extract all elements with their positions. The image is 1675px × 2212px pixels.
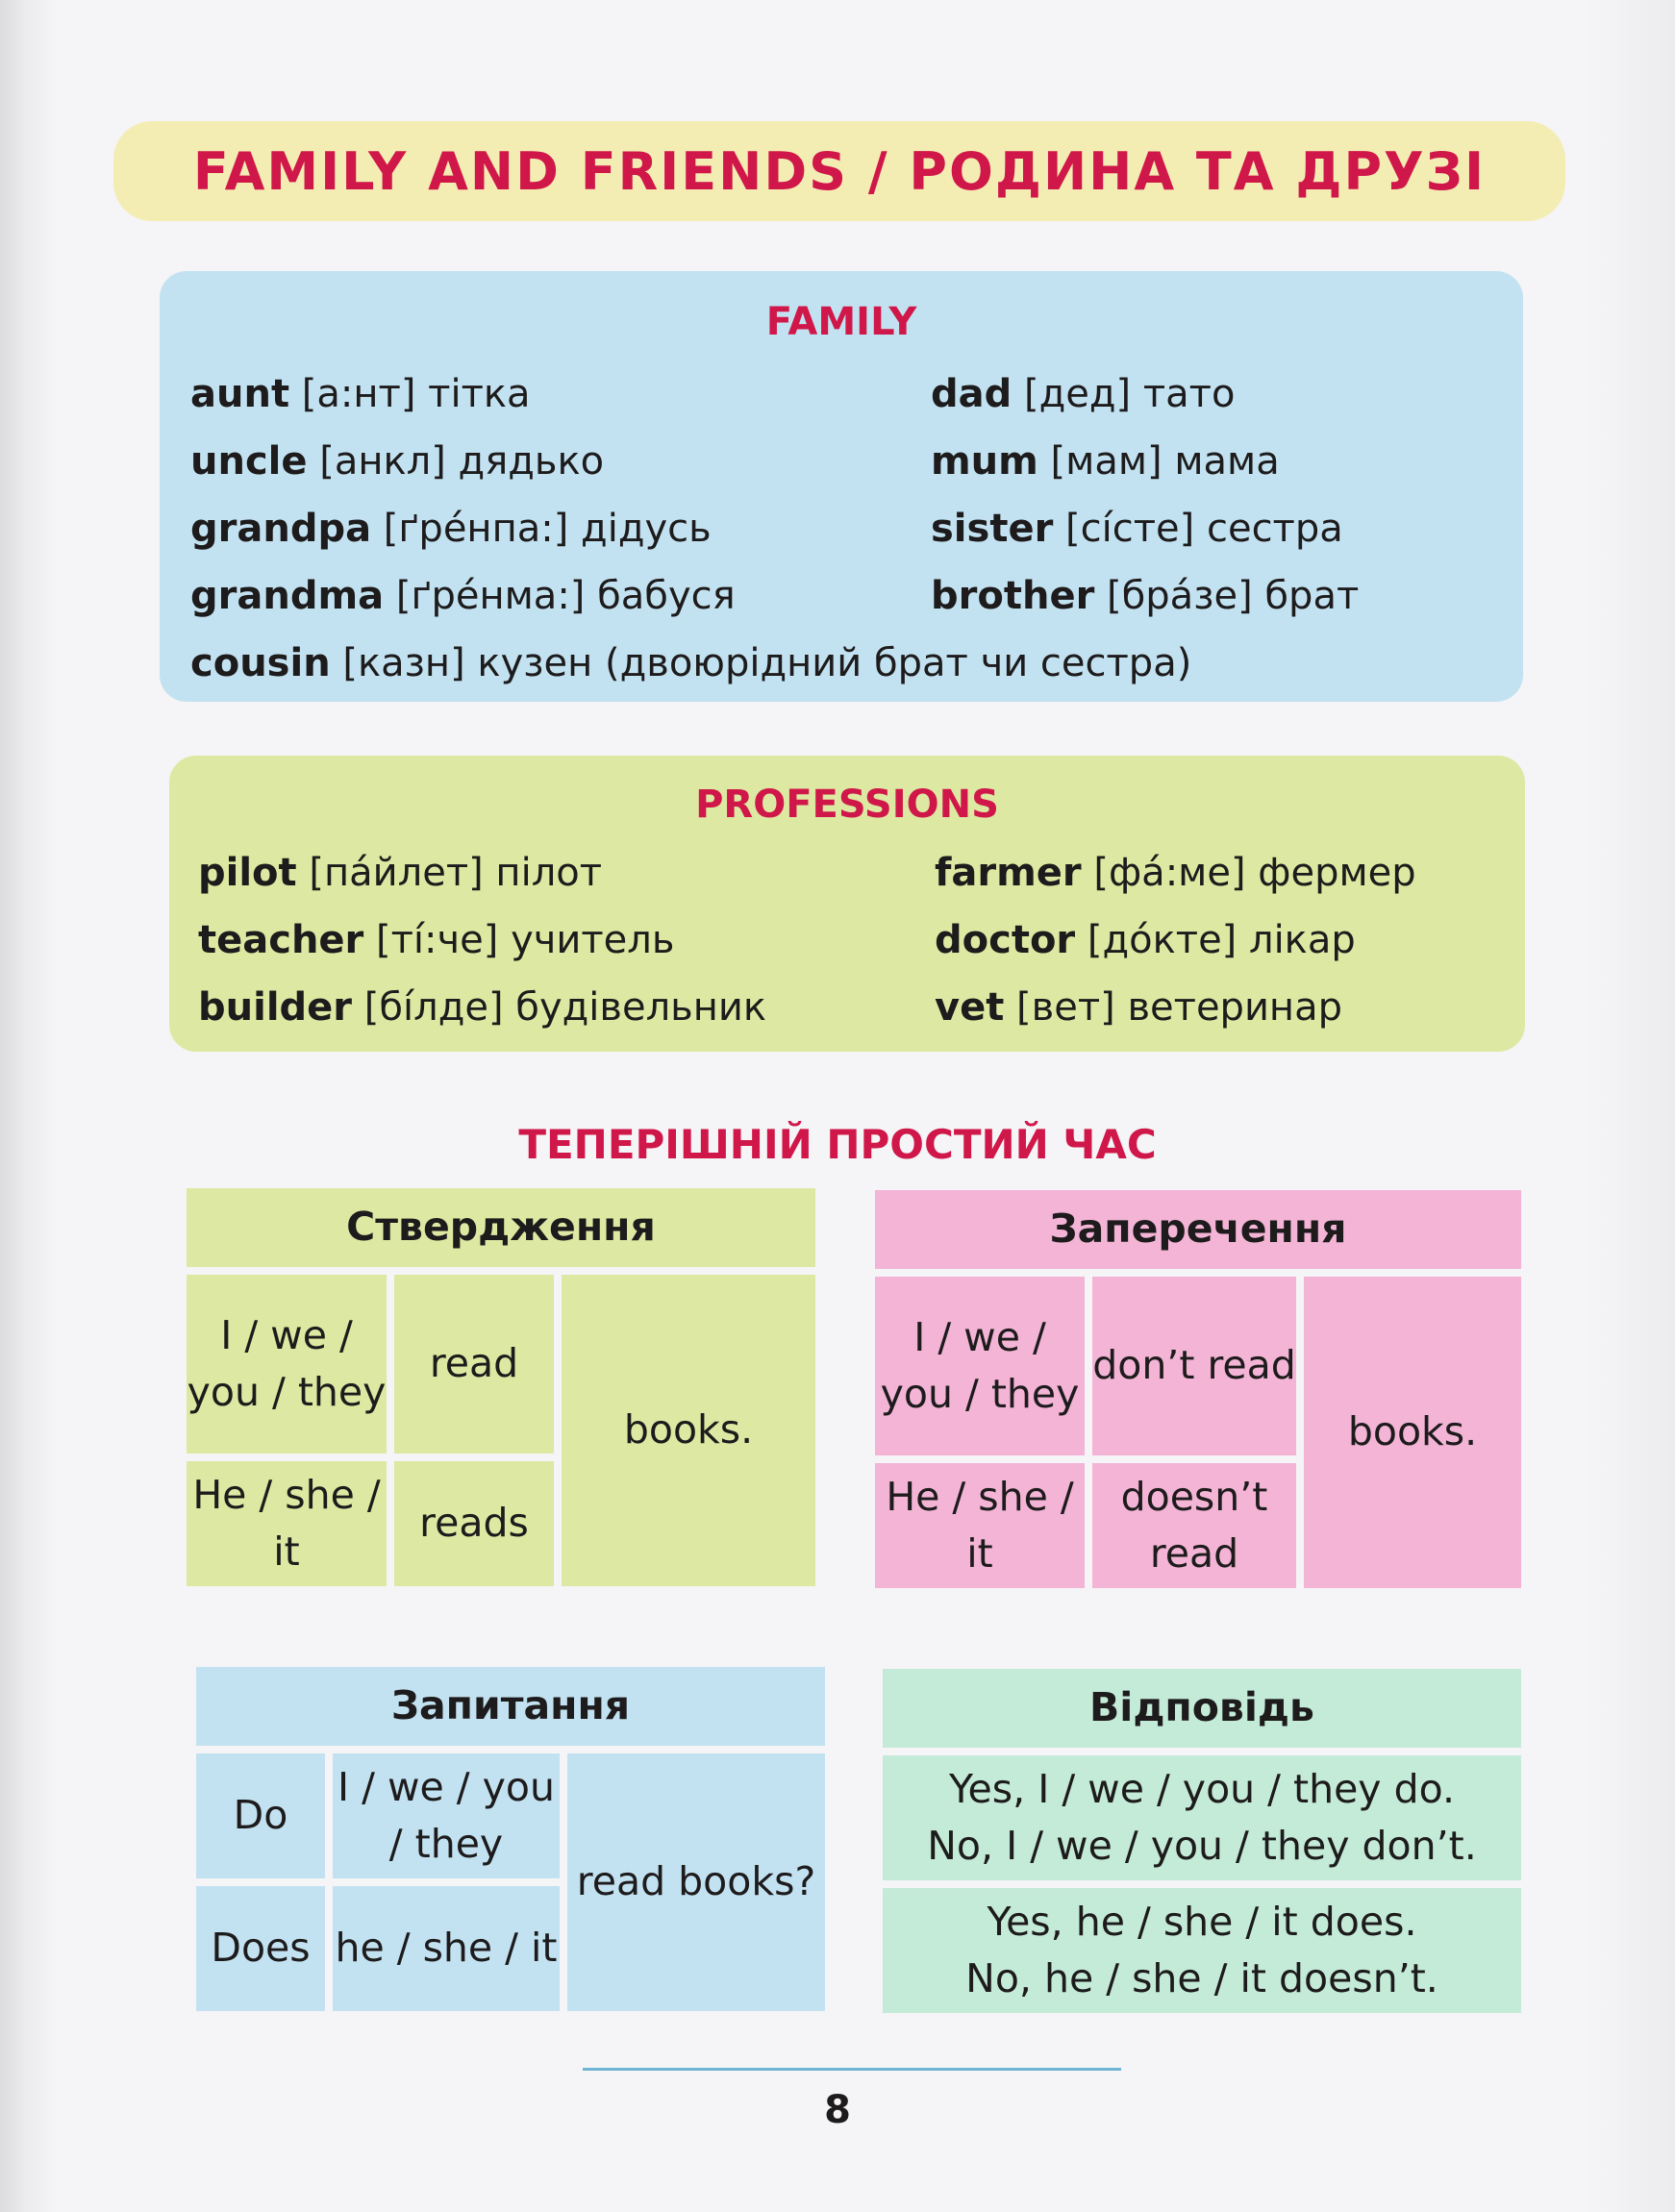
vocab-word: mum: [931, 439, 1038, 484]
question-table: [188, 1659, 833, 2019]
vocab-word: vet: [935, 985, 1005, 1030]
vocab-word: builder: [198, 985, 353, 1030]
vocab-word: teacher: [198, 918, 364, 962]
vocab-translation: [вет] ветеринар: [1004, 985, 1342, 1030]
negative-table: [867, 1182, 1529, 1596]
verb-cell: doesn’t read: [1092, 1463, 1296, 1588]
vocab-word: uncle: [190, 439, 308, 484]
page-title: FAMILY AND FRIENDS / РОДИНА ТА ДРУЗІ: [192, 140, 1487, 202]
title-banner: [113, 121, 1565, 221]
answer-cell: [883, 1755, 1521, 1880]
footer-divider: [583, 2068, 1121, 2071]
answer-yes: Yes, he / she / it does.: [987, 1898, 1417, 1945]
family-vocabulary-box: [160, 271, 1523, 702]
vocab-translation: [ґре́нма:] бабуся: [384, 574, 736, 618]
vocab-translation: [бі́лде] будівельник: [352, 985, 767, 1030]
affirmative-table: [179, 1181, 823, 1594]
vocab-entry: [190, 574, 736, 618]
answer-no: No, I / we / you / they don’t.: [927, 1823, 1477, 1869]
answer-cell: [883, 1888, 1521, 2013]
family-heading: FAMILY: [765, 300, 917, 344]
vocab-entry: [190, 641, 1192, 685]
auxiliary-cell: Do: [196, 1753, 325, 1878]
subject-cell: I / we / you / they: [875, 1277, 1085, 1455]
vocab-translation: [казн] кузен (двоюрідний брат чи сестра): [330, 641, 1192, 685]
negative-header: Заперечення: [875, 1190, 1521, 1269]
vocab-translation: [до́кте] лікар: [1075, 918, 1356, 962]
answer-table: [875, 1661, 1529, 2021]
vocab-translation: [ті́:че] учитель: [363, 918, 675, 962]
subject-cell: he / she / it: [333, 1886, 560, 2011]
vocab-translation: [сі́сте] сестра: [1053, 507, 1343, 551]
answer-no: No, he / she / it doesn’t.: [965, 1955, 1438, 2001]
subject-cell: I / we / you / they: [333, 1753, 560, 1878]
vocab-word: sister: [931, 507, 1054, 551]
subject-cell: He / she / it: [187, 1461, 387, 1586]
vocab-word: grandma: [190, 574, 385, 618]
subject-cell: He / she / it: [875, 1463, 1085, 1588]
vocab-entry: [190, 439, 605, 484]
vocab-translation: [анкл] дядько: [307, 439, 605, 484]
vocab-translation: [па́йлет] пілот: [296, 851, 603, 895]
vocab-entry: [198, 985, 767, 1030]
vocab-translation: [бра́зе] брат: [1094, 574, 1360, 618]
vocab-entry: [931, 439, 1280, 484]
verb-cell: don’t read: [1092, 1277, 1296, 1455]
vocab-entry: [198, 918, 675, 962]
vocab-entry: [931, 507, 1343, 551]
vocab-entry: [935, 851, 1416, 895]
question-header: Запитання: [196, 1667, 825, 1746]
answer-yes: Yes, I / we / you / they do.: [948, 1765, 1456, 1812]
vocab-translation: [фа́:ме] фермер: [1081, 851, 1416, 895]
answer-header: Відповідь: [883, 1669, 1521, 1748]
vocab-word: aunt: [190, 372, 290, 416]
vocab-word: dad: [931, 372, 1012, 416]
vocab-word: farmer: [935, 851, 1082, 895]
vocab-translation: [а:нт] тітка: [289, 372, 531, 416]
vocab-word: pilot: [198, 851, 297, 895]
vocab-entry: [935, 985, 1342, 1030]
vocab-word: grandpa: [190, 507, 372, 551]
vocab-translation: [мам] мама: [1038, 439, 1280, 484]
verb-cell: read: [394, 1275, 554, 1454]
subject-cell: I / we / you / they: [187, 1275, 387, 1454]
object-cell: books.: [562, 1275, 815, 1586]
auxiliary-cell: Does: [196, 1886, 325, 2011]
vocab-entry: [931, 372, 1236, 416]
vocab-word: doctor: [935, 918, 1076, 962]
vocab-entry: [190, 372, 531, 416]
page-number: 8: [824, 2088, 851, 2132]
professions-heading: PROFESSIONS: [695, 783, 999, 827]
professions-vocabulary-box: [169, 756, 1525, 1052]
vocab-translation: [дед] тато: [1012, 372, 1236, 416]
vocab-word: cousin: [190, 641, 331, 685]
vocab-entry: [190, 507, 712, 551]
verb-cell: reads: [394, 1461, 554, 1586]
object-cell: books.: [1304, 1277, 1521, 1588]
present-simple-title: ТЕПЕРІШНІЙ ПРОСТИЙ ЧАС: [518, 1121, 1157, 1168]
vocab-translation: [ґре́нпа:] дідусь: [371, 507, 712, 551]
vocab-entry: [198, 851, 603, 895]
vocab-word: brother: [931, 574, 1095, 618]
vocab-entry: [935, 918, 1356, 962]
vocab-entry: [931, 574, 1360, 618]
question-rest-cell: read books?: [567, 1753, 825, 2011]
affirmative-header: Ствердження: [187, 1188, 815, 1267]
